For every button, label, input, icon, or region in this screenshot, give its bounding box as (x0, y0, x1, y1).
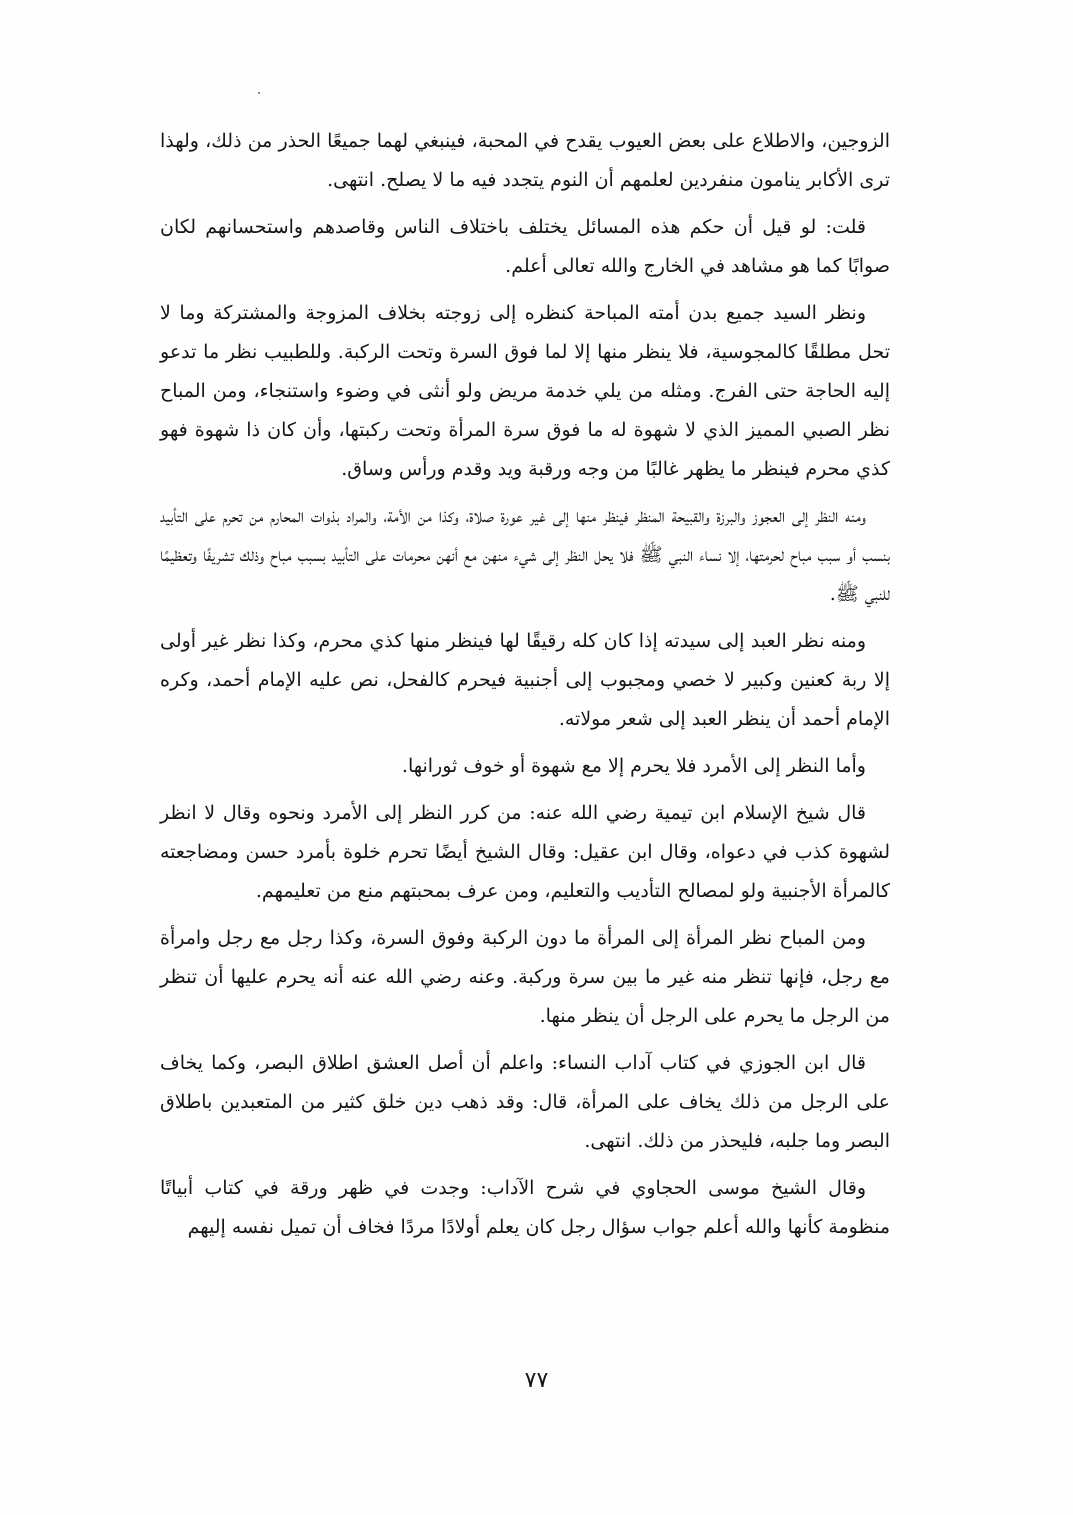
paragraph-7: قال شيخ الإسلام ابن تيمية رضي الله عنه: من كرر النظر إلى الأمرد ونحوه وقال لا انظر لشهوة كذب في دعواه، وقال ابن عقيل: وقال الشيخ أيضًا تحرم خلوة بأمرد حسن ومضاجعته كالمرأة الأجنبية ولو لمصالح التأديب والتعليم، ومن عرف بمحبتهم منع من تعليمهم. (160, 802, 890, 902)
paragraph-9: قال ابن الجوزي في كتاب آداب النساء: واعلم أن أصل العشق اطلاق البصر، وكما يخاف على الرجل من ذلك يخاف على المرأة، قال: وقد ذهب دين خلق كثير من المتعبدين باطلاق البصر وما جلبه، فليحذر من ذلك. انتهى. (160, 1052, 890, 1152)
page-number: ٧٧ (524, 1368, 549, 1393)
paragraph-6: وأما النظر إلى الأمرد فلا يحرم إلا مع شهوة أو خوف ثورانها. (401, 755, 866, 777)
paragraph-4: ومنه النظر إلى العجوز والبرزة والقبيحة المنظر فينظر منها إلى غير عورة صلاة، وكذا من الأمة، والمراد بذوات المحارم من تحرم على التأبيد بنسب أو سبب مباح لحرمتها، إلا نساء النبي ﷺ فلا يحل النظر إلى شيء منهن مع أنهن محرمات على التأبيد بسبب مباح وذلك تشريفًا وتعظيمًا للنبي ﷺ. (160, 505, 890, 605)
scan-speck (258, 92, 260, 94)
paragraph-2: قلت: لو قيل أن حكم هذه المسائل يختلف باختلاف الناس وقاصدهم واستحسانهم لكان صوابًا كما هو مشاهد في الخارج والله تعالى أعلم. (160, 216, 890, 277)
paragraph-1: الزوجين، والاطلاع على بعض العيوب يقدح في المحبة، فينبغي لهما جميعًا الحذر من ذلك، ولهذا ترى الأكابر ينامون منفردين لعلمهم أن النوم يتجدد فيه ما لا يصلح. انتهى. (160, 130, 890, 191)
paragraph-5: ومنه نظر العبد إلى سيدته إذا كان كله رقيقًا لها فينظر منها كذي محرم، وكذا نظر غير أولى إلا ربة كعنين وكبير لا خصي ومجبوب إلى أجنبية فيحرم كالفحل، نص عليه الإمام أحمد، وكره الإمام أحمد أن ينظر العبد إلى شعر مولاته. (160, 630, 890, 730)
paragraph-8: ومن المباح نظر المرأة إلى المرأة ما دون الركبة وفوق السرة، وكذا رجل مع رجل وامرأة مع رجل، فإنها تنظر منه غير ما بين سرة وركبة. وعنه رضي الله عنه أنه يحرم عليها أن تنظر من الرجل ما يحرم على الرجل أن ينظر منها. (160, 927, 890, 1027)
page-body-text (160, 122, 890, 1255)
paragraph-3: ونظر السيد جميع بدن أمته المباحة كنظره إلى زوجته بخلاف المزوجة والمشتركة وما لا تحل مطلقًا كالمجوسية، فلا ينظر منها إلا لما فوق السرة وتحت الركبة. وللطبيب نظر ما تدعو إليه الحاجة حتى الفرج. ومثله من يلي خدمة مريض ولو أنثى في وضوء واستنجاء، ومن المباح نظر الصبي المميز الذي لا شهوة له ما فوق سرة المرأة وتحت ركبتها، وأن كان ذا شهوة فهو كذي محرم فينظر ما يظهر غالبًا من وجه ورقبة ويد وقدم ورأس وساق. (160, 302, 891, 480)
paragraph-10: وقال الشيخ موسى الحجاوي في شرح الآداب: وجدت في ظهر ورقة في كتاب أبياتًا منظومة كأنها والله أعلم جواب سؤال رجل كان يعلم أولادًا مردًا فخاف أن تميل نفسه إليهم (160, 1177, 890, 1238)
